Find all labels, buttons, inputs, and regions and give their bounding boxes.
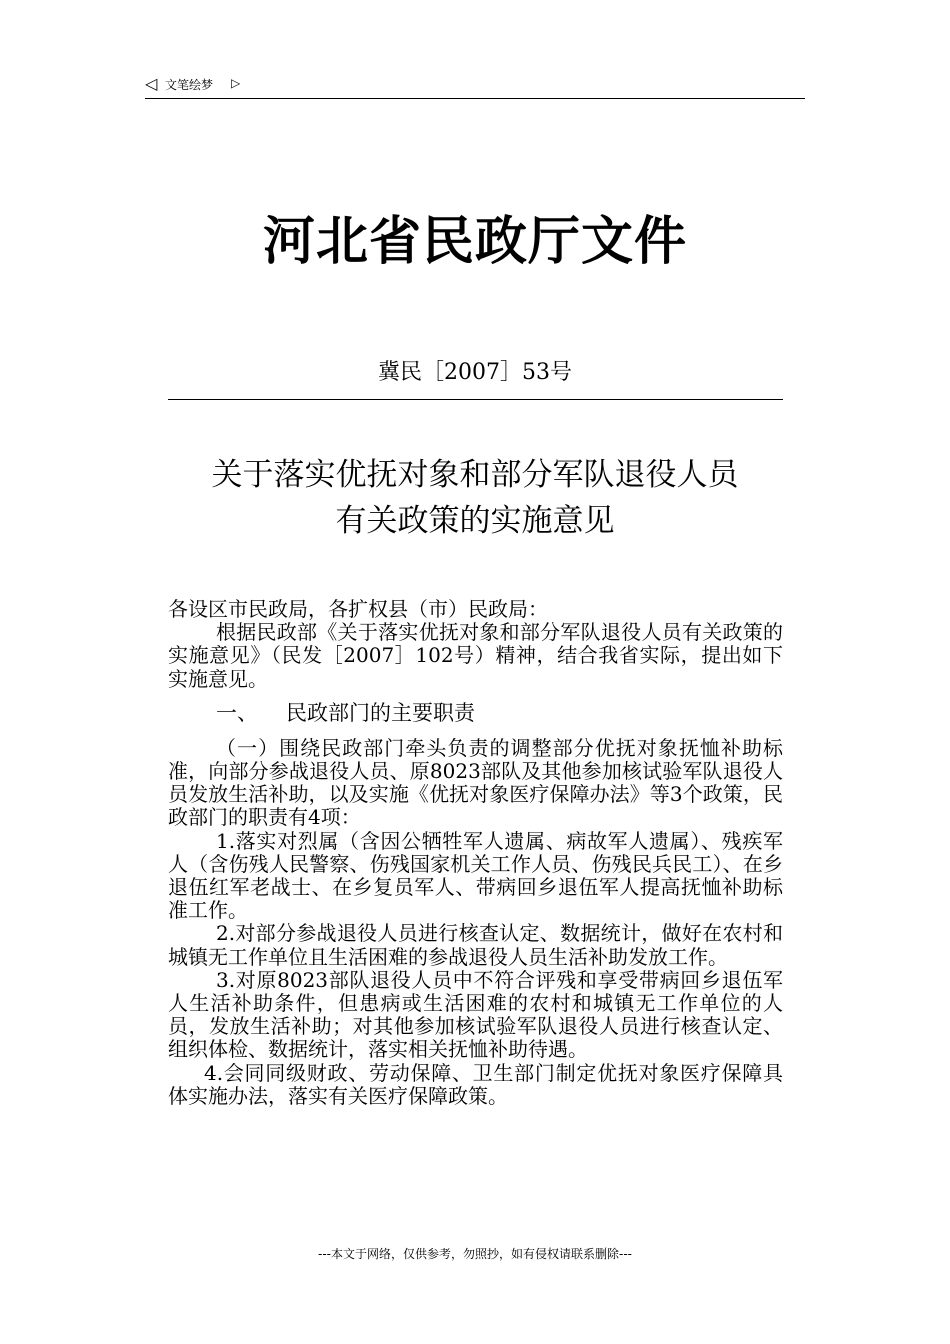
list-item-1: 1.落实对烈属（含因公牺牲军人遗属、病故军人遗属）、残疾军人（含伤残人民警察、伤残国家机关工作人员、伤残民兵民工）、在乡退伍红军老战士、在乡复员军人、带病回乡退伍军人提高抚恤补助标准工作。 xyxy=(168,828,783,923)
title-divider xyxy=(168,399,783,400)
document-number: 冀民［2007］53号 xyxy=(378,360,572,385)
subject-line-2: 有关政策的实施意见 xyxy=(335,503,615,539)
section-heading xyxy=(216,699,783,727)
list-item-3: 3.对原8023部队退役人员中不符合评残和享受带病回乡退伍军人生活补助条件，但患病或生活困难的农村和城镇无工作单位的人员，发放生活补助；对其他参加核试验军队退役人员进行核查认定、组织体检、数据统计，落实相关抚恤补助待遇。 xyxy=(168,967,783,1062)
header-title: 文笔绘梦 xyxy=(165,78,214,92)
list-item-4: 4.会同同级财政、劳动保障、卫生部门制定优抚对象医疗保障具体实施办法，落实有关医疗保障政策。 xyxy=(168,1060,783,1108)
document-body xyxy=(168,598,783,1108)
document-title: 河北省民政厅文件 xyxy=(262,212,687,272)
salutation: 各设区市民政局，各扩权县（市）民政局： xyxy=(168,597,548,621)
page-footer: ---本文于网络，仅供参考，勿照抄，如有侵权请联系删除--- xyxy=(318,1247,632,1261)
section-number: 一、 xyxy=(216,700,258,725)
page-header xyxy=(145,74,805,99)
paragraph-1: （一）围绕民政部门牵头负责的调整部分优抚对象抚恤补助标准，向部分参战退役人员、原8023部队及其他参加核试验军队退役人员发放生活补助，以及实施《优抚对象医疗保障办法》等3个政策，民政部门的职责有4项： xyxy=(168,735,783,830)
section-heading-text: 民政部门的主要职责 xyxy=(286,700,475,725)
document-subject xyxy=(0,452,950,544)
list-item-2: 2.对部分参战退役人员进行核查认定、数据统计，做好在农村和城镇无工作单位且生活困难的参战退役人员生活补助发放工作。 xyxy=(168,921,783,969)
left-triangle-icon: ◁ xyxy=(145,74,158,93)
intro-paragraph: 根据民政部《关于落实优抚对象和部分军队退役人员有关政策的实施意见》（民发［2007］102号）精神，结合我省实际，提出如下实施意见。 xyxy=(168,620,783,691)
subject-line-1: 关于落实优抚对象和部分军队退役人员 xyxy=(211,457,739,493)
right-triangle-icon: ▷ xyxy=(231,76,241,90)
